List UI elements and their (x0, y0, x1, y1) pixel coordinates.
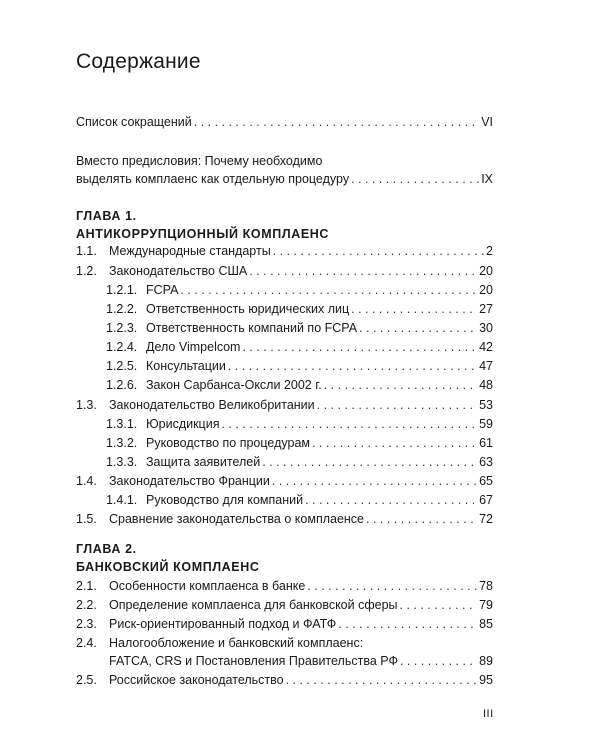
page-number: III (483, 708, 494, 720)
leader-dots (305, 491, 477, 509)
leader-dots (286, 671, 478, 689)
leader-dots (312, 434, 477, 452)
toc-entry[interactable] (106, 376, 493, 394)
toc-entry[interactable] (76, 577, 493, 595)
entry-text: Международные стандарты (109, 244, 271, 258)
entry-number: 1.1. (76, 244, 97, 258)
entry-number: 2.2. (76, 598, 97, 612)
toc-entry[interactable] (76, 615, 493, 633)
leader-dots (366, 510, 477, 528)
entry-page: 20 (479, 283, 493, 297)
entry-text: FATCA, CRS и Постановления Правительства РФ (109, 654, 398, 668)
entry-number: 1.2.4. (106, 340, 138, 354)
entry-number: 1.2.6. (106, 378, 138, 392)
entry-number: 1.3.3. (106, 455, 138, 469)
leader-dots (351, 300, 477, 318)
leader-dots (249, 262, 477, 280)
entry-page: 63 (479, 455, 493, 469)
leader-dots (273, 242, 484, 260)
entry-text: FCPA (146, 283, 179, 297)
entry-text-line1: Вместо предисловия: Почему необходимо (76, 154, 323, 168)
entry-text: Защита заявителей (146, 455, 261, 469)
toc-entry[interactable] (76, 671, 493, 689)
entry-page: 42 (479, 340, 493, 354)
entry-text: Список сокращений (76, 115, 192, 129)
entry-number: 1.5. (76, 512, 97, 526)
entry-text: Сравнение законодательства о комплаенсе (109, 512, 365, 526)
toc-entry[interactable] (106, 338, 493, 356)
toc-entry[interactable] (106, 300, 493, 318)
entry-number: 2.3. (76, 617, 97, 631)
entry-number: 1.2.2. (106, 302, 138, 316)
toc-entry[interactable] (106, 357, 493, 375)
entry-number: 1.4.1. (106, 493, 138, 507)
entry-number: 1.3. (76, 398, 97, 412)
toc-entry[interactable] (106, 415, 493, 433)
toc-entry-abbreviations[interactable] (76, 113, 493, 131)
toc-entry[interactable] (76, 242, 493, 260)
entry-page: 59 (479, 417, 493, 431)
entry-page: 27 (479, 302, 493, 316)
entry-text: Законодательство Франции (109, 474, 270, 488)
entry-number: 2.4. (76, 636, 97, 650)
leader-dots (228, 357, 477, 375)
entry-page: 47 (479, 359, 493, 373)
leader-dots (359, 319, 477, 337)
leader-dots (324, 376, 477, 394)
entry-text: Законодательство США (109, 264, 248, 278)
chapter-2-label: ГЛАВА 2. (76, 542, 137, 556)
leader-dots (221, 415, 477, 433)
entry-number: 2.1. (76, 579, 97, 593)
entry-page: 20 (479, 264, 493, 278)
entry-number: 2.5. (76, 673, 97, 687)
toc-entry[interactable] (106, 453, 493, 471)
leader-dots (317, 396, 477, 414)
entry-text: Законодательство Великобритании (109, 398, 315, 412)
entry-number: 1.3.1. (106, 417, 138, 431)
entry-text: Консультации (146, 359, 226, 373)
entry-number: 1.4. (76, 474, 97, 488)
entry-page: 72 (479, 512, 493, 526)
entry-page: 53 (479, 398, 493, 412)
entry-page: 65 (479, 474, 493, 488)
entry-number: 1.2.3. (106, 321, 138, 335)
entry-page: 79 (479, 598, 493, 612)
entry-text: Руководство по процедурам (146, 436, 310, 450)
toc-entry[interactable] (76, 634, 493, 670)
page-title: Содержание (76, 50, 201, 73)
entry-text: Закон Сарбанса-Оксли 2002 г. (146, 378, 322, 392)
leader-dots (400, 596, 478, 614)
toc-entry[interactable] (106, 281, 493, 299)
leader-dots (338, 615, 477, 633)
entry-page: IX (481, 172, 493, 186)
toc-entry[interactable] (106, 491, 493, 509)
toc-entry[interactable] (106, 319, 493, 337)
leader-dots (180, 281, 477, 299)
entry-page: 67 (479, 493, 493, 507)
entry-page: VI (481, 115, 493, 129)
toc-entry-preface[interactable] (76, 152, 493, 188)
entry-text-line1: Налогообложение и банковский комплаенс: (109, 636, 364, 650)
entry-text: Ответственность юридических лиц (146, 302, 350, 316)
leader-dots (400, 652, 477, 670)
entry-number: 1.2. (76, 264, 97, 278)
entry-text: Особенности комплаенса в банке (109, 579, 306, 593)
leader-dots (242, 338, 477, 356)
entry-text: Руководство для компаний (146, 493, 304, 507)
entry-text: Риск-ориентированный подход и ФАТФ (109, 617, 337, 631)
entry-page: 85 (479, 617, 493, 631)
entry-page: 61 (479, 436, 493, 450)
toc-entry[interactable] (106, 434, 493, 452)
entry-page: 95 (479, 673, 493, 687)
entry-text: Российское законодательство (109, 673, 284, 687)
entry-page: 48 (479, 378, 493, 392)
entry-page: 78 (479, 579, 493, 593)
entry-page: 2 (486, 244, 493, 258)
entry-text: Дело Vimpelcom (146, 340, 241, 354)
leader-dots (307, 577, 477, 595)
chapter-1-label: ГЛАВА 1. (76, 209, 137, 223)
leader-dots (272, 472, 477, 490)
entry-number: 1.3.2. (106, 436, 138, 450)
entry-text: выделять комплаенс как отдельную процедуру (76, 172, 350, 186)
entry-page: 30 (479, 321, 493, 335)
entry-page: 89 (479, 654, 493, 668)
toc-entry[interactable] (76, 596, 493, 614)
toc-entry[interactable] (76, 262, 493, 280)
leader-dots (194, 113, 479, 131)
toc-entry[interactable] (76, 510, 493, 528)
entry-text: Юрисдикция (146, 417, 220, 431)
chapter-1-name: АНТИКОРРУПЦИОННЫЙ КОМПЛАЕНС (76, 227, 330, 241)
entry-number: 1.2.5. (106, 359, 138, 373)
entry-number: 1.2.1. (106, 283, 138, 297)
toc-entry[interactable] (76, 472, 493, 490)
chapter-2-name: БАНКОВСКИЙ КОМПЛАЕНС (76, 560, 260, 574)
leader-dots (351, 170, 479, 188)
entry-text: Ответственность компаний по FCPA (146, 321, 358, 335)
leader-dots (262, 453, 477, 471)
toc-entry[interactable] (76, 396, 493, 414)
entry-text: Определение комплаенса для банковской сферы (109, 598, 398, 612)
